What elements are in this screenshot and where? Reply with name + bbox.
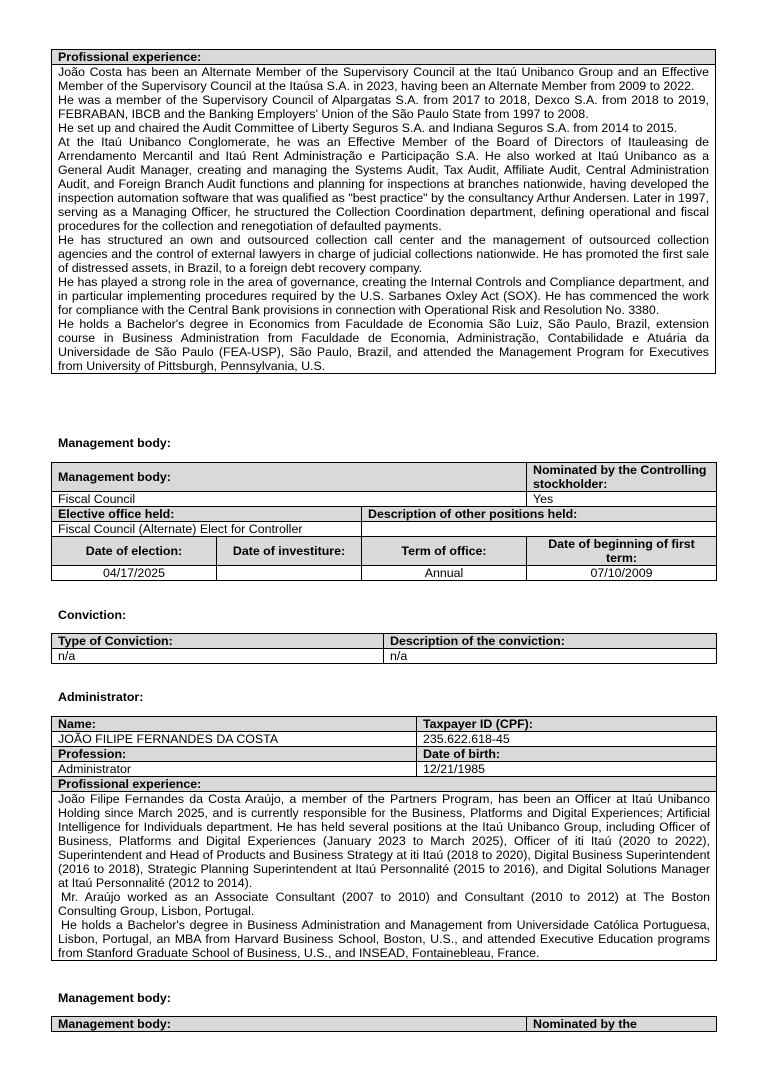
date-of-birth-value: 12/21/1985 xyxy=(417,762,717,777)
cpf-label: Taxpayer ID (CPF): xyxy=(417,717,717,732)
nominated-label: Nominated by the Controlling stockholder: xyxy=(527,463,717,492)
management-body-label: Management body: xyxy=(52,463,527,492)
nominated-value: Yes xyxy=(527,492,717,507)
experience-table xyxy=(51,49,716,374)
experience-paragraph: At the Itaú Unibanco Conglomerate, he was an Effective Member of the Board of Directors of Itauleasing de Arrendamento Mercantil and Itaú Rent Administração e Participação S.A. He also worked at Itaú Unibanco as a General Audit Manager, creating and managing the Systems Audit, Tax Audit, Affiliate Audit, Central Administration Audit, and Foreign Branch Audit functions and planning for inspections at branches nationwide, having developed the inspection automation software that was qualified as "best practice" by the consultancy Arthur Andersen. Later in 1997, serving as a Managing Officer, he structured the Collection Coordination department, defining operational and fiscal procedures for the collection and renegotiation of defaulted payments. xyxy=(58,135,709,233)
other-positions-value xyxy=(362,522,717,537)
elective-office-value: Fiscal Council (Alternate) Elect for Controller xyxy=(52,522,362,537)
management-body-table xyxy=(51,462,717,581)
experience-paragraph: João Costa has been an Alternate Member of the Supervisory Council at the Itaú Unibanco Group and an Effective Member of the Supervisory Council at the Itaúsa S.A. in 2023, having been an Alternate Member from 2009 to 2022. xyxy=(58,65,709,93)
administrator-title: Administrator: xyxy=(58,690,144,704)
experience-paragraph: He has structured an own and outsourced collection call center and the management of outsourced collection agencies and the control of external lawyers in charge of judicial collections nationwide. He has promoted the first sale of distressed assets, in Brazil, to a foreign debt recovery company. xyxy=(58,233,709,275)
experience-paragraph: He holds a Bachelor's degree in Economics from Faculdade de Economia São Luiz, São Paulo, Brazil, extension course in Business Administration from Faculdade de Economia, Administração, Contabilidade e Atuária da Universidade de São Paulo (FEA-USP), São Paulo, Brazil, and attended the Management Program for Executives from University of Pittsburgh, Pennsylvania, U.S. xyxy=(58,317,709,373)
name-label: Name: xyxy=(52,717,417,732)
experience-paragraph: He was a member of the Supervisory Council of Alpargatas S.A. from 2017 to 2018, Dexco S.A. from 2018 to 2019, FEBRABAN, IBCB and the Banking Employers' Union of the São Paulo State from 1997 to 2008. xyxy=(58,93,709,121)
investiture-date-value xyxy=(217,566,362,581)
experience-text xyxy=(52,65,716,374)
investiture-date-label: Date of investiture: xyxy=(217,537,362,566)
other-positions-label: Description of other positions held: xyxy=(362,507,717,522)
conviction-type-value: n/a xyxy=(52,649,384,664)
administrator-table xyxy=(51,716,717,961)
admin-experience-label: Profissional experience: xyxy=(52,777,717,792)
first-term-date-value: 07/10/2009 xyxy=(527,566,717,581)
conviction-description-value: n/a xyxy=(384,649,717,664)
election-date-label: Date of election: xyxy=(52,537,217,566)
name-value: JOÃO FILIPE FERNANDES DA COSTA xyxy=(52,732,417,747)
first-term-date-label: Date of beginning of first term: xyxy=(527,537,717,566)
conviction-type-label: Type of Conviction: xyxy=(52,634,384,649)
management-body-title: Management body: xyxy=(58,436,171,450)
admin-experience-paragraph: João Filipe Fernandes da Costa Araújo, a member of the Partners Program, has been an Officer at Itaú Unibanco Holding since March 2025, and is currently responsible for the Business, Platforms and Digital Experiences; Artificial Intelligence for Individuals department. He has held several positions at the Itaú Unibanco Group, including Officer of Business, Platforms and Digital Experiences (January 2023 to March 2025), Officer of iti Itaú (2020 to 2022), Superintendent and Head of Products and Business Strategy at iti Itaú (2018 to 2020), Digital Business Superintendent (2016 to 2018), Strategic Planning Superintendent at Itaú Personnalité (2015 to 2016), and Digital Solutions Manager at Itaú Personnalité (2012 to 2014). xyxy=(58,792,710,890)
term-of-office-label: Term of office: xyxy=(362,537,527,566)
experience-header: Profissional experience: xyxy=(52,50,716,65)
profession-label: Profession: xyxy=(52,747,417,762)
experience-paragraph: He set up and chaired the Audit Committee of Liberty Seguros S.A. and Indiana Seguros S.A. from 2014 to 2015. xyxy=(58,121,678,135)
management-body-label-2: Management body: xyxy=(52,1017,527,1032)
admin-experience-paragraph: He holds a Bachelor's degree in Business Administration and Management from Universidade Católica Portuguesa, Lisbon, Portugal, an MBA from Harvard Business School, Boston, U.S., and attended Executive Education programs from Stanford Graduate School of Business, U.S., and INSEAD, Fontainebleau, France. xyxy=(58,918,710,960)
conviction-table xyxy=(51,633,717,664)
cpf-value: 235.622.618-45 xyxy=(417,732,717,747)
admin-experience-text xyxy=(52,792,717,961)
term-of-office-value: Annual xyxy=(362,566,527,581)
conviction-title: Conviction: xyxy=(58,608,127,622)
conviction-description-label: Description of the conviction: xyxy=(384,634,717,649)
experience-paragraph: He has played a strong role in the area of governance, creating the Internal Controls and Compliance department, and in particular implementing procedures required by the U.S. Sarbanes Oxley Act (SOX). He has commenced the work for compliance with the Central Bank provisions in connection with Operational Risk and Resolution No. 3380. xyxy=(58,275,709,317)
management-body-table-2 xyxy=(51,1016,717,1032)
admin-experience-paragraph: Mr. Araújo worked as an Associate Consultant (2007 to 2010) and Consultant (2010 to 2012) at The Boston Consulting Group, Lisbon, Portugal. xyxy=(58,890,710,918)
date-of-birth-label: Date of birth: xyxy=(417,747,717,762)
nominated-label-2: Nominated by the xyxy=(527,1017,717,1032)
management-body-title-2: Management body: xyxy=(58,991,171,1005)
election-date-value: 04/17/2025 xyxy=(52,566,217,581)
management-body-value: Fiscal Council xyxy=(52,492,527,507)
elective-office-label: Elective office held: xyxy=(52,507,362,522)
profession-value: Administrator xyxy=(52,762,417,777)
